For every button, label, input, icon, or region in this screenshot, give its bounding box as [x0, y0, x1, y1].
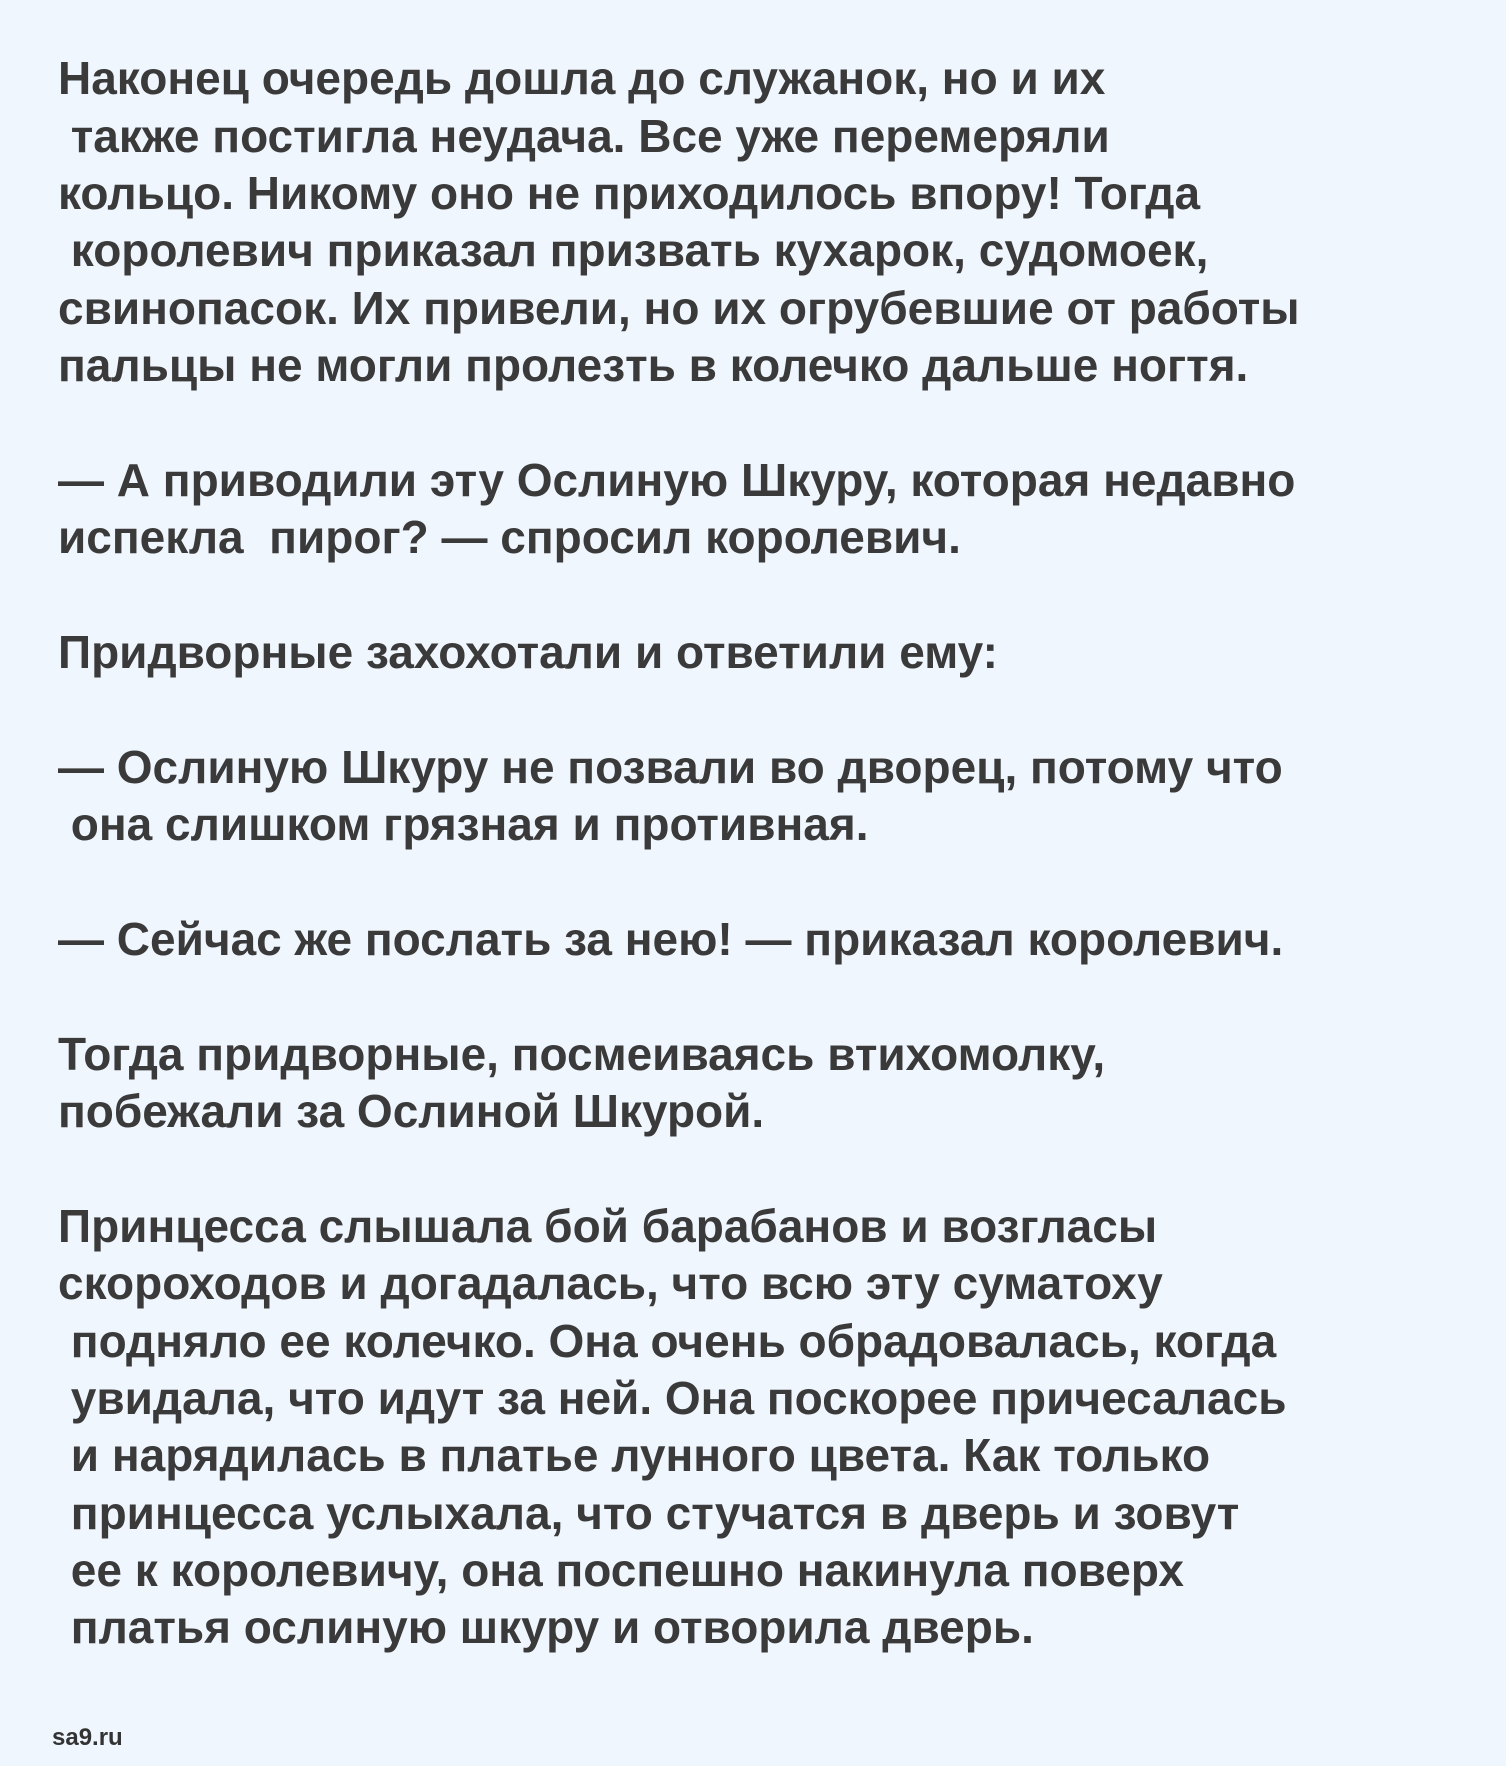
paragraph-7-line-3: подняло ее колечко. Она очень обрадовалась, когда — [58, 1315, 1277, 1367]
paragraph-4-line-2: она слишком грязная и противная. — [58, 798, 869, 850]
paragraph-4-line-1: — Ослиную Шкуру не позвали во дворец, потому что — [58, 741, 1283, 793]
paragraph-7-line-5: и нарядилась в платье лунного цвета. Как только — [58, 1429, 1211, 1481]
paragraph-1-line-3: кольцо. Никому оно не приходилось впору! Тогда — [58, 167, 1201, 219]
paragraph-7-line-7: ее к королевичу, она поспешно накинула поверх — [58, 1544, 1184, 1596]
paragraph-1-line-5: свинопасок. Их привели, но их огрубевшие от работы — [58, 282, 1300, 334]
paragraph-1-line-1: Наконец очередь дошла до служанок, но и их — [58, 52, 1106, 104]
paragraph-3-line-1: Придворные захохотали и ответили ему: — [58, 626, 998, 678]
paragraph-7-line-4: увидала, что идут за ней. Она поскорее причесалась — [58, 1372, 1287, 1424]
paragraph-6-line-1: Тогда придворные, посмеиваясь втихомолку, — [58, 1028, 1106, 1080]
paragraph-2-line-2: испекла пирог? — спросил королевич. — [58, 511, 961, 563]
paragraph-7-line-1: Принцесса слышала бой барабанов и возгласы — [58, 1200, 1158, 1252]
site-watermark: sa9.ru — [52, 1724, 123, 1751]
paragraph-2-line-1: — А приводили эту Ослиную Шкуру, которая недавно — [58, 454, 1296, 506]
paragraph-7-line-2: скороходов и догадалась, что всю эту суматоху — [58, 1257, 1163, 1309]
paragraph-7-line-8: платья ослиную шкуру и отворила дверь. — [58, 1601, 1034, 1653]
paragraph-5-line-1: — Сейчас же послать за нею! — приказал королевич. — [58, 913, 1284, 965]
paragraph-7-line-6: принцесса услыхала, что стучатся в дверь и зовут — [58, 1487, 1240, 1539]
paragraph-6-line-2: побежали за Ослиной Шкурой. — [58, 1085, 765, 1137]
paragraph-1-line-2: также постигла неудача. Все уже перемеряли — [58, 110, 1110, 162]
paragraph-1-line-6: пальцы не могли пролезть в колечко дальше ногтя. — [58, 339, 1249, 391]
paragraph-1-line-4: королевич приказал призвать кухарок, судомоек, — [58, 224, 1209, 276]
